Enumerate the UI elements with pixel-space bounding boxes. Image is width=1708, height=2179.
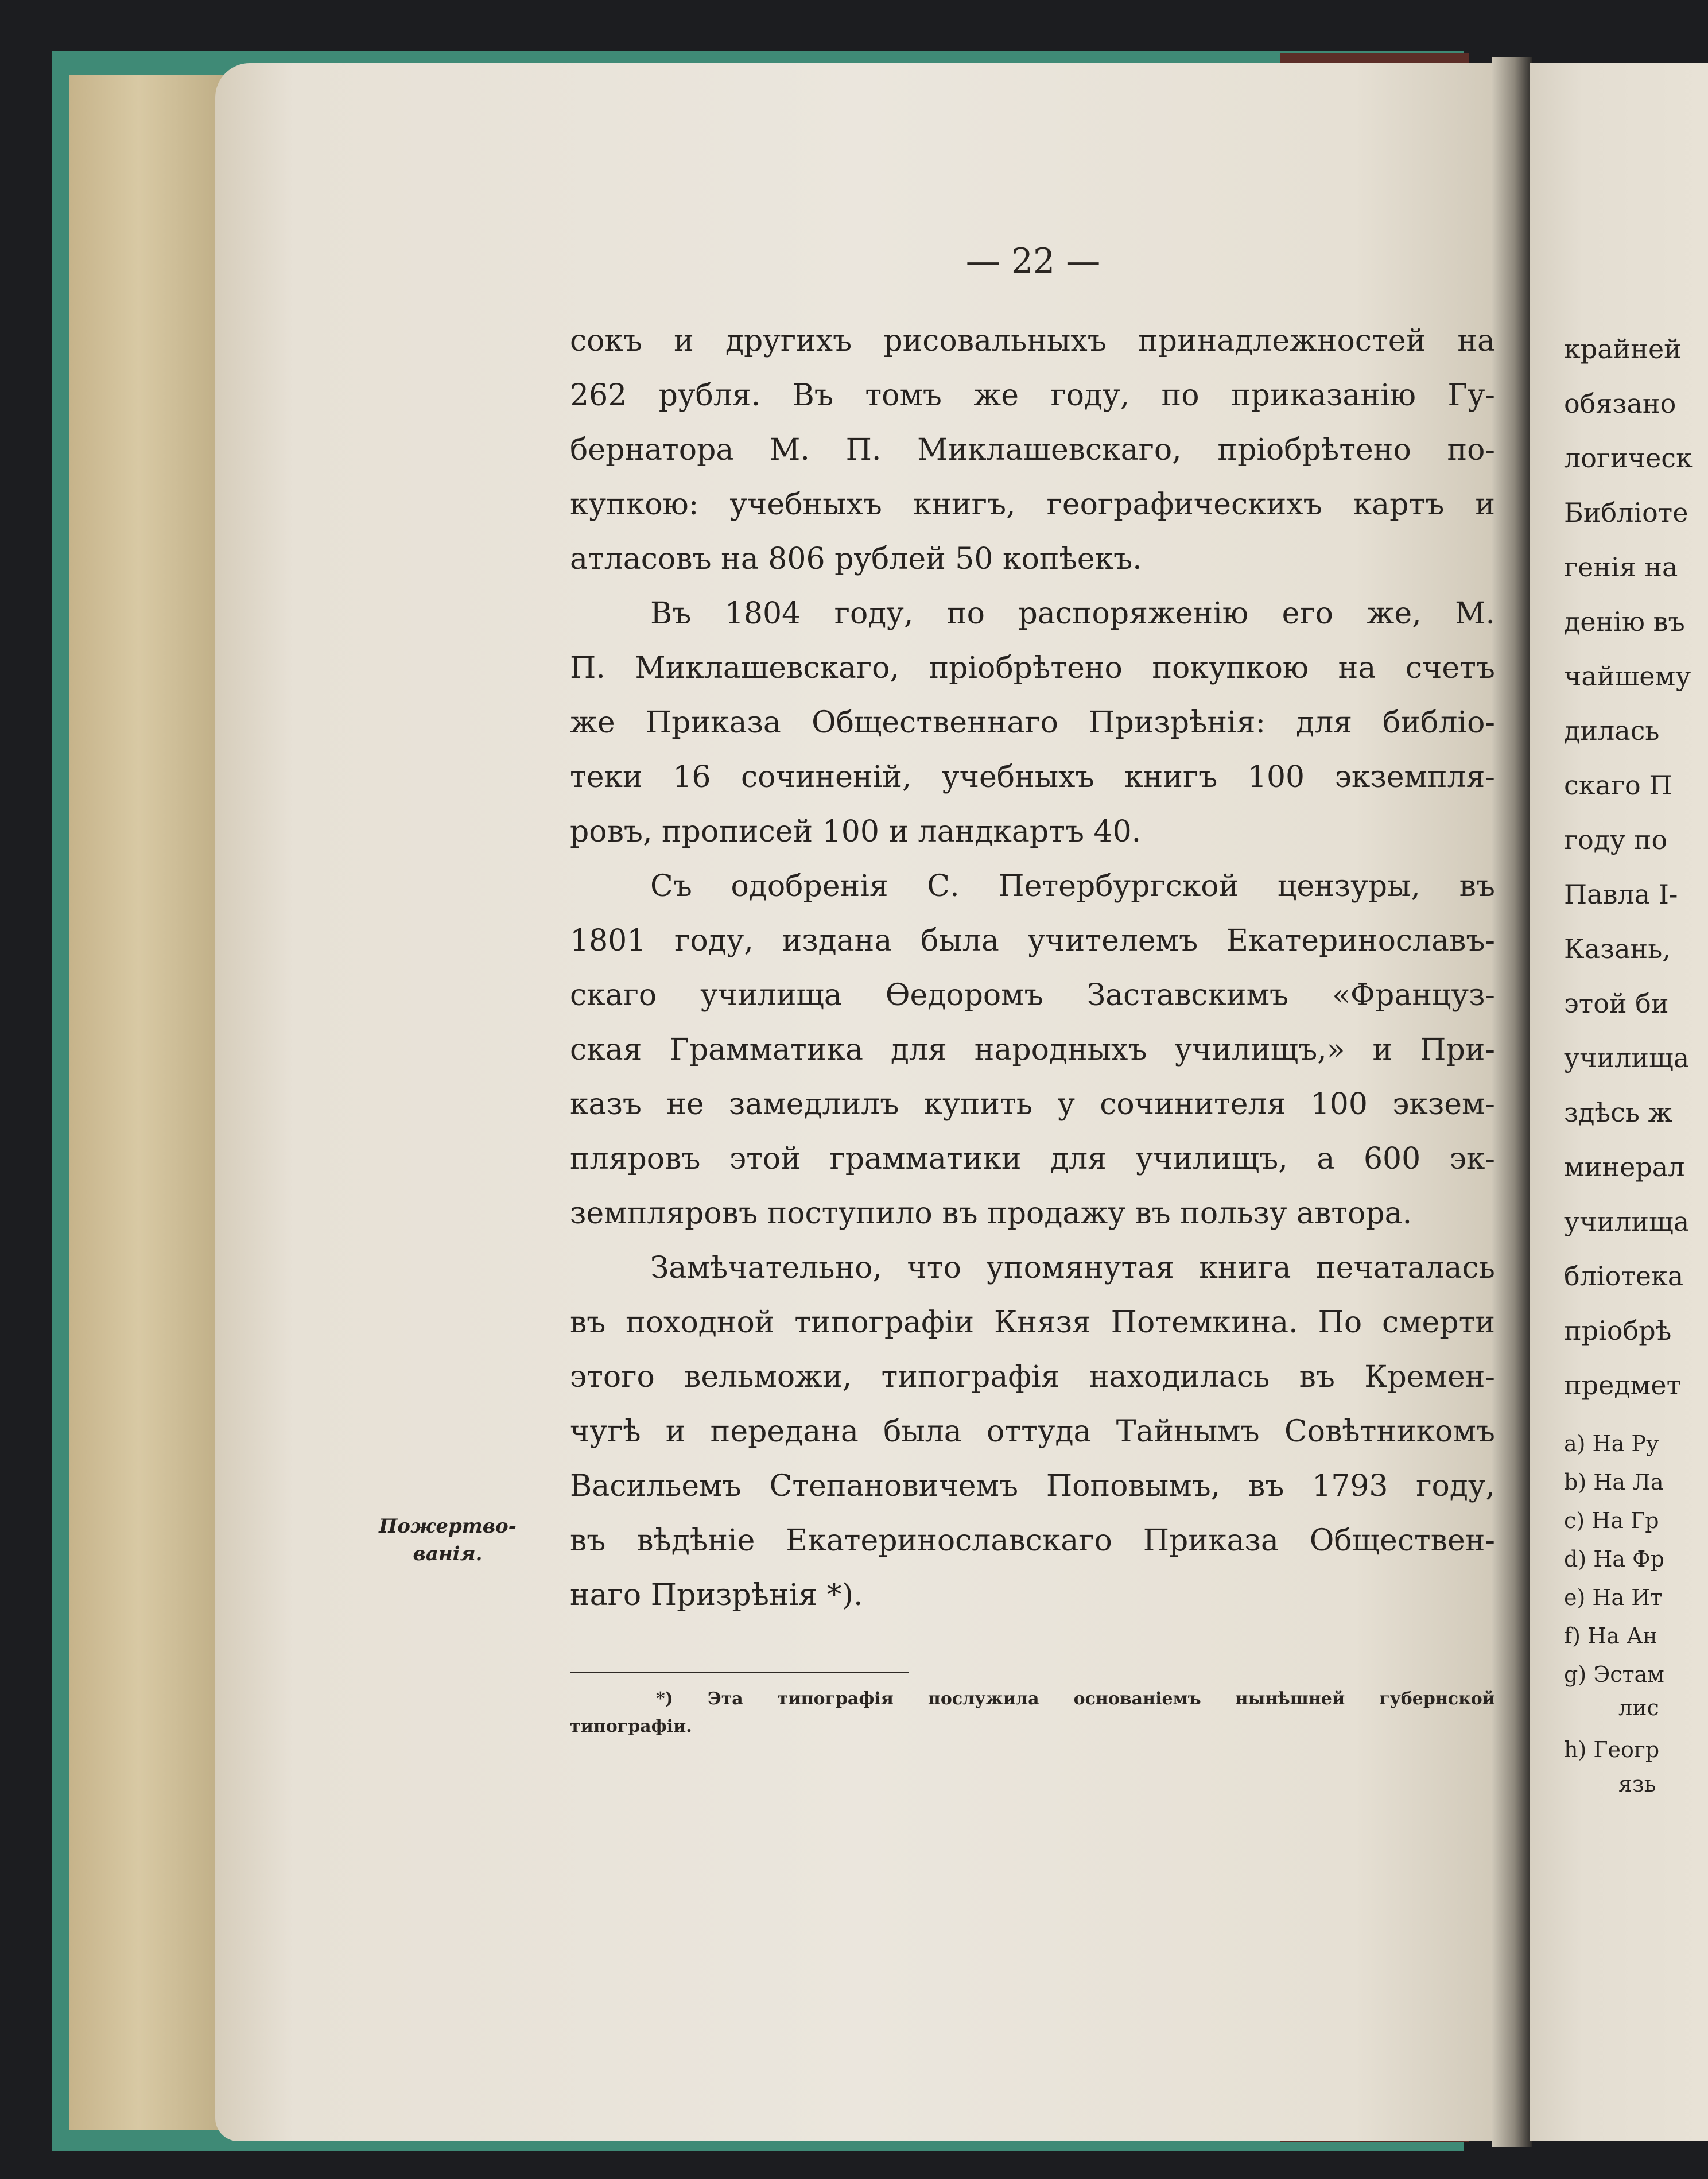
right-page-line: обязано	[1564, 388, 1676, 419]
body-line: этого вельможи, типографія находилась въ Кремен-	[570, 1360, 1495, 1394]
right-page-list-item: c) На Гр	[1564, 1508, 1659, 1533]
right-page-line: дилась	[1564, 715, 1660, 746]
right-page-line: минерал	[1564, 1151, 1685, 1182]
footnote-rule	[570, 1672, 909, 1673]
body-line: ровъ, прописей 100 и ландкартъ 40.	[570, 815, 1142, 849]
right-page-line: Библіоте	[1564, 497, 1688, 528]
right-page-line: здѣсь ж	[1564, 1097, 1672, 1128]
margin-note-line: Пожертво-	[379, 1515, 517, 1538]
right-page-list-item: лис	[1618, 1695, 1659, 1720]
right-page-line: училища	[1564, 1042, 1690, 1073]
body-line: Замѣчательно, что упомянутая книга печаталась	[650, 1251, 1495, 1285]
footnote-line: типографіи.	[570, 1716, 692, 1736]
body-line: въ походной типографіи Князя Потемкина. По смерти	[570, 1305, 1495, 1340]
right-page-line: логическ	[1564, 443, 1693, 474]
right-page-line: училища	[1564, 1206, 1690, 1237]
right-page-line: предмет	[1564, 1370, 1682, 1401]
right-page-list-item: a) На Ру	[1564, 1431, 1659, 1456]
body-line: чугѣ и передана была оттуда Тайнымъ Совѣтникомъ	[570, 1414, 1495, 1449]
body-line: сокъ и другихъ рисовальныхъ принадлежностей на	[570, 324, 1495, 358]
page-edges	[69, 75, 224, 2130]
right-page-line: крайней	[1564, 334, 1682, 365]
right-page-list-item: g) Эстам	[1564, 1662, 1664, 1687]
body-line: Васильемъ Степановичемъ Поповымъ, въ 1793 году,	[570, 1469, 1495, 1503]
page-number: — 22 —	[965, 241, 1101, 281]
right-page-line: денію въ	[1564, 606, 1685, 637]
right-page-list-item: b) На Ла	[1564, 1470, 1664, 1495]
body-line: 262 рубля. Въ томъ же году, по приказанію Гу-	[570, 378, 1495, 413]
body-line: атласовъ на 806 рублей 50 копѣекъ.	[570, 542, 1142, 576]
margin-note-line: ванія.	[413, 1542, 483, 1565]
right-page-list-item: f) На Ан	[1564, 1623, 1657, 1649]
body-line: пляровъ этой грамматики для училищъ, а 600 эк-	[570, 1142, 1495, 1176]
body-line: Въ 1804 году, по распоряженію его же, М.	[650, 596, 1495, 631]
body-line: казъ не замедлилъ купить у сочинителя 100 экзем-	[570, 1087, 1495, 1122]
right-page-list-item: d) На Фр	[1564, 1546, 1664, 1572]
right-page-line: Павла I-	[1564, 879, 1678, 910]
body-line: 1801 году, издана была учителемъ Екатеринославъ-	[570, 924, 1495, 958]
body-line: Съ одобренія С. Петербургской цензуры, въ	[650, 869, 1495, 904]
right-page-list-item: язь	[1618, 1771, 1656, 1797]
right-page-line: чайшему	[1564, 661, 1691, 692]
right-page-line: генія на	[1564, 552, 1678, 583]
right-page-line: скаго П	[1564, 770, 1672, 801]
right-page-line: году по	[1564, 824, 1668, 855]
right-page-list-item: e) На Ит	[1564, 1585, 1663, 1610]
book-gutter	[1492, 57, 1532, 2147]
body-line: теки 16 сочиненій, учебныхъ книгъ 100 экземпля-	[570, 760, 1495, 794]
body-line: П. Миклашевскаго, пріобрѣтено покупкою на счетъ	[570, 651, 1495, 685]
body-line: наго Призрѣнія *).	[570, 1578, 863, 1612]
body-line: земпляровъ поступило въ продажу въ пользу автора.	[570, 1196, 1412, 1231]
body-line: ская Грамматика для народныхъ училищъ,» и При-	[570, 1033, 1495, 1067]
right-page-line: этой би	[1564, 988, 1669, 1019]
body-line: бернатора М. П. Миклашевскаго, пріобрѣтено по-	[570, 433, 1495, 467]
right-page-list-item: h) Геогр	[1564, 1737, 1660, 1762]
body-line: скаго училища Ѳедоромъ Заставскимъ «Француз-	[570, 978, 1495, 1013]
body-line: въ вѣдѣніе Екатеринославскаго Приказа Обществен-	[570, 1523, 1495, 1558]
body-line: купкою: учебныхъ книгъ, географическихъ картъ и	[570, 487, 1495, 522]
right-page-line: Казань,	[1564, 933, 1671, 964]
right-page-line: пріобрѣ	[1564, 1315, 1672, 1346]
body-line: же Приказа Общественнаго Призрѣнія: для библіо-	[570, 705, 1495, 740]
footnote-line: *) Эта типографія послужила основаніемъ нынѣшней губернской	[656, 1689, 1495, 1709]
right-page-line: бліотека	[1564, 1261, 1684, 1292]
